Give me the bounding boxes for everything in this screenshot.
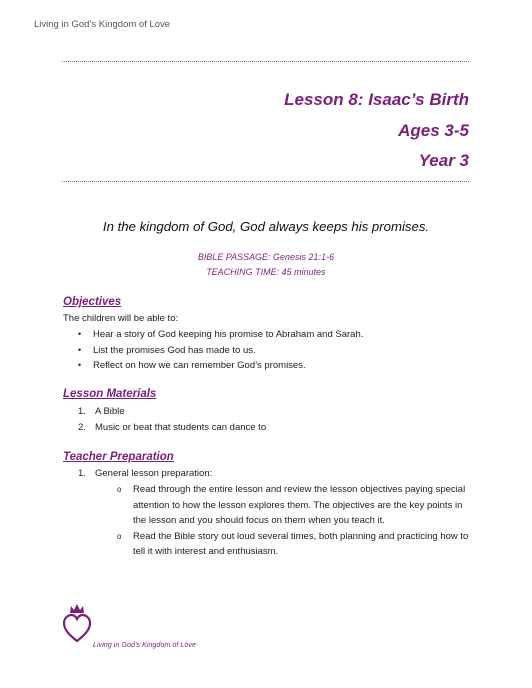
running-header: Living in God’s Kingdom of Love xyxy=(34,19,171,30)
objectives-heading: Objectives xyxy=(63,296,122,308)
item-text: Read through the entire lesson and review the lesson objectives paying special attention to how the lesson explores them. The objectives are the key points in the lesson and you should focus on them when you teach it. xyxy=(133,484,466,526)
lesson-motto: In the kingdom of God, God always keeps his promises. xyxy=(102,219,430,234)
top-divider xyxy=(62,61,469,62)
item-number: 1. xyxy=(78,406,86,417)
list-item xyxy=(78,466,212,482)
materials-heading: Lesson Materials xyxy=(63,388,157,400)
year-label: Year 3 xyxy=(418,151,469,170)
item-text: A Bible xyxy=(95,406,125,417)
preparation-list xyxy=(78,466,212,482)
list-item: • Hear a story of God keeping his promise to Abraham and Sarah. xyxy=(78,327,363,343)
footer-text: Living in God’s Kingdom of Love xyxy=(93,640,196,649)
preparation-heading: Teacher Preparation xyxy=(63,451,174,463)
preparation-sub-list xyxy=(117,482,469,560)
item-text: General lesson preparation: xyxy=(95,468,213,479)
item-number: 1. xyxy=(78,468,86,479)
title-divider xyxy=(62,181,469,182)
objectives-intro: The children will be able to: xyxy=(63,313,179,324)
ages-label: Ages 3-5 xyxy=(398,121,469,140)
list-item xyxy=(117,482,469,529)
list-item: • List the promises God has made to us. xyxy=(78,343,363,359)
materials-list xyxy=(78,404,266,435)
list-item xyxy=(78,404,266,420)
item-text: Read the Bible story out loud several times, both planning and practicing how to tell it with interest and enthusiasm. xyxy=(133,530,469,557)
bible-passage: BIBLE PASSAGE: Genesis 21:1-6 xyxy=(197,252,335,262)
bullet-o: o xyxy=(117,485,122,494)
list-item xyxy=(117,529,469,560)
item-text: Music or beat that students can dance to xyxy=(95,421,267,433)
list-item: • Reflect on how we can remember God’s promises. xyxy=(78,358,363,374)
bullet-o: o xyxy=(117,531,122,541)
list-item xyxy=(78,420,266,436)
item-number: 2. xyxy=(78,421,86,433)
crown-heart-logo-icon xyxy=(62,603,92,647)
objectives-list xyxy=(78,327,363,374)
teaching-time: TEACHING TIME: 45 minutes xyxy=(206,267,326,277)
lesson-title: Lesson 8: Isaac’s Birth xyxy=(284,90,469,109)
